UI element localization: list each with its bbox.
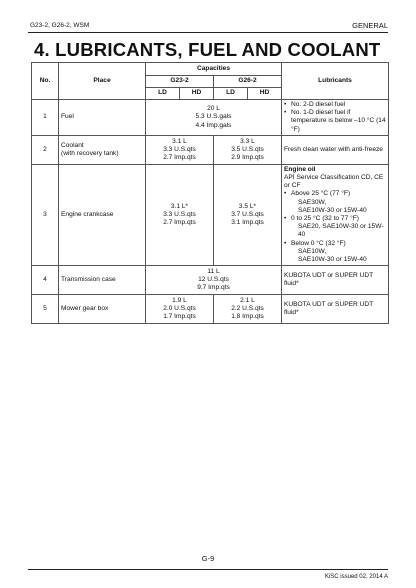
row-lubricant: [282, 100, 389, 136]
engine-oil-spec: API Service Classification CD, CE or CF: [284, 174, 384, 190]
row-lubricant: Fresh clean water with anti-freeze: [282, 135, 389, 164]
row-no: 2: [32, 135, 59, 164]
row-place: Mower gear box: [59, 295, 146, 324]
lubricant-item: • No. 1-D diesel fuel if temperature is below –10 °C (14 °F): [284, 109, 386, 134]
col-header-g26-ld: LD: [214, 88, 248, 100]
row-capacity: 20 L 5.3 U.S.gals 4.4 Imp.gals: [146, 100, 282, 136]
col-header-g26: G26-2: [214, 76, 282, 88]
row-lubricant: KUBOTA UDT or SUPER UDT fluid*: [282, 295, 389, 324]
lubricant-item: • Below 0 °C (32 °F) SAE10W, SAE10W-30 or 15W-40: [284, 240, 386, 265]
row-place: Fuel: [59, 100, 146, 136]
col-header-lubricants: Lubricants: [282, 63, 389, 100]
row-lubricant: [282, 164, 389, 265]
row-capacity: 11 L 12 U.S.qts 9.7 Imp.qts: [146, 266, 282, 295]
header-models: G23-2, G26-2, WSM: [30, 22, 90, 29]
row-capacity-g26: 2.1 L 2.2 U.S.qts 1.8 Imp.qts: [214, 295, 282, 324]
row-no: 1: [32, 100, 59, 136]
row-lubricant: KUBOTA UDT or SUPER UDT fluid*: [282, 266, 389, 295]
table-row: [32, 266, 389, 295]
table-row: [32, 164, 389, 265]
row-capacity-g26: 3.3 L 3.5 U.S.qts 2.9 Imp.qts: [214, 135, 282, 164]
lubricant-item: • 0 to 25 °C (32 to 77 °F) SAE20, SAE10W-30 or 15W-40: [284, 215, 386, 240]
table-row: [32, 100, 389, 136]
header-section: GENERAL: [352, 21, 388, 30]
row-capacity-g23: 3.1 L 3.3 U.S.qts 2.7 Imp.qts: [146, 135, 214, 164]
row-capacity-g23: 3.1 L* 3.3 U.S.qts 2.7 Imp.qts: [146, 164, 214, 265]
row-place: Transmission case: [59, 266, 146, 295]
row-place: Engine crankcase: [59, 164, 146, 265]
row-no: 5: [32, 295, 59, 324]
col-header-no: No.: [32, 63, 59, 100]
row-no: 3: [32, 164, 59, 265]
table-row: [32, 135, 389, 164]
lubricants-table: [31, 62, 389, 324]
col-header-g26-hd: HD: [248, 88, 282, 100]
lubricant-item: • Above 25 °C (77 °F) SAE30W, SAE10W-30 or 15W-40: [284, 190, 386, 215]
row-capacity-g26: 3.5 L* 3.7 U.S.qts 3.1 Imp.qts: [214, 164, 282, 265]
issue-note: KiSC issued 02, 2014 A: [324, 574, 388, 580]
table-row: [32, 295, 389, 324]
col-header-place: Place: [59, 63, 146, 100]
engine-oil-title: Engine oil: [284, 165, 316, 173]
page-title: 4. LUBRICANTS, FUEL AND COOLANT: [34, 39, 381, 60]
row-no: 4: [32, 266, 59, 295]
header-rule: [28, 32, 388, 33]
footer-rule: [28, 569, 388, 570]
row-capacity-g23: 1.9 L 2.0 U.S.qts 1.7 Imp.qts: [146, 295, 214, 324]
col-header-g23: G23-2: [146, 76, 214, 88]
col-header-g23-ld: LD: [146, 88, 180, 100]
col-header-capacities: Capacities: [146, 63, 282, 76]
col-header-g23-hd: HD: [180, 88, 214, 100]
page-number: G-9: [201, 554, 215, 563]
row-place: Coolant (with recovery tank): [59, 135, 146, 164]
lubricant-item: • No. 2-D diesel fuel: [284, 101, 386, 109]
